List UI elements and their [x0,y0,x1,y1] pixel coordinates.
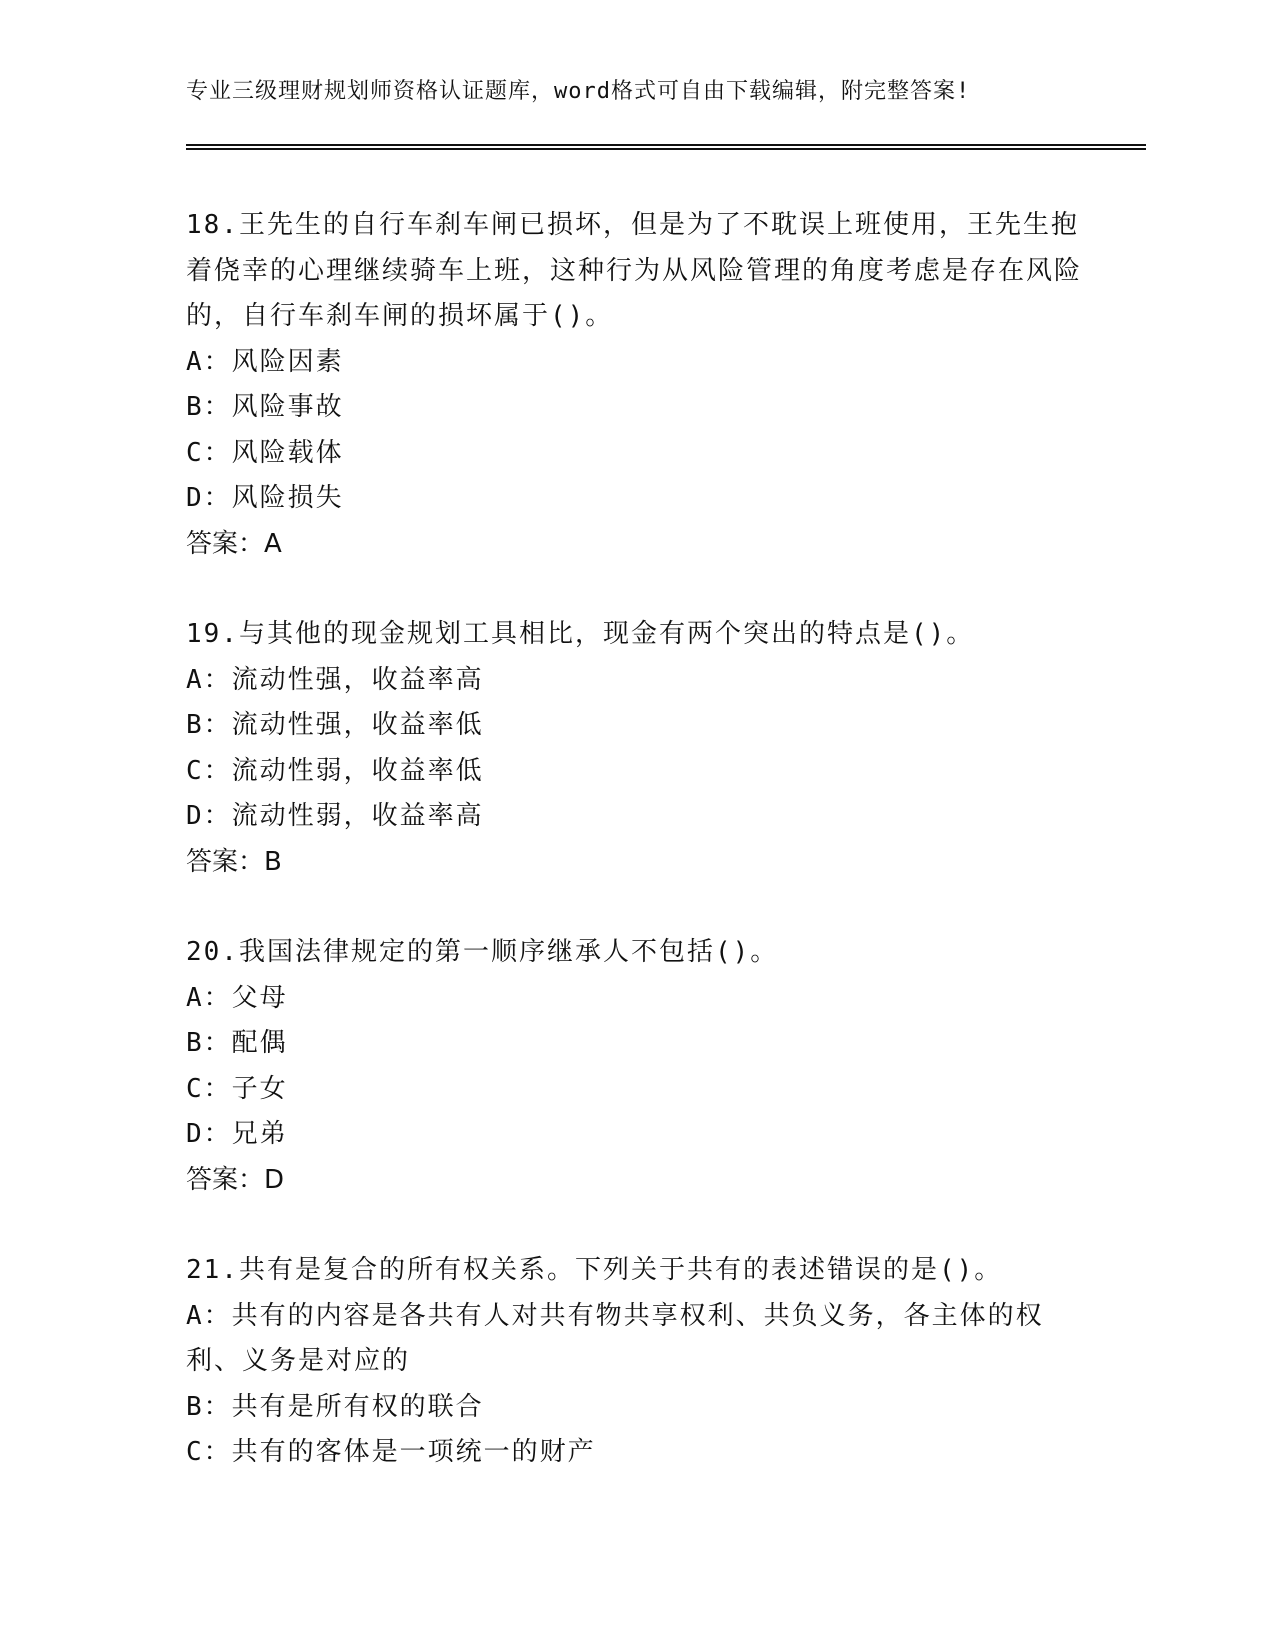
option-d: D：风险损失 [186,483,344,513]
option-c: C：子女 [186,1073,288,1104]
question-18 [186,203,1086,567]
option-d: D：流动性弱，收益率高 [186,801,484,831]
option-b: B：配偶 [186,1028,288,1058]
question-stem: 21.共有是复合的所有权关系。下列关于共有的表述错误的是()。 [186,1255,1003,1285]
option-a: A：共有的内容是各共有人对共有物共享权利、共负义务，各主体的权利、义务是对应的 [186,1300,1044,1376]
question-list [186,203,1086,1476]
option-b: B：共有是所有权的联合 [186,1391,484,1422]
question-stem: 20.我国法律规定的第一顺序继承人不包括()。 [186,937,779,967]
header-divider-bottom [186,148,1146,150]
option-b: B：风险事故 [186,392,344,422]
option-b: B：流动性强，收益率低 [186,710,484,740]
option-a: A：父母 [186,982,288,1013]
page-header-title: 专业三级理财规划师资格认证题库，word格式可自由下载编辑，附完整答案! [186,79,971,104]
question-21 [186,1248,1086,1476]
answer-line: 答案：B [186,846,282,877]
option-c: C：风险载体 [186,437,344,468]
header-divider-top [186,144,1146,146]
option-a: A：风险因素 [186,346,344,377]
option-d: D：兄弟 [186,1119,288,1149]
option-a: A：流动性强，收益率高 [186,664,484,695]
answer-line: 答案：D [186,1164,285,1195]
option-c: C：流动性弱，收益率低 [186,755,484,786]
question-stem: 18.王先生的自行车刹车闸已损坏，但是为了不耽误上班使用，王先生抱着侥幸的心理继续骑车上班，这种行为从风险管理的角度考虑是存在风险的，自行车刹车闸的损坏属于()。 [186,210,1083,331]
question-19 [186,612,1086,885]
answer-line: 答案：A [186,528,282,559]
option-c: C：共有的客体是一项统一的财产 [186,1437,596,1467]
question-20 [186,930,1086,1203]
question-stem: 19.与其他的现金规划工具相比，现金有两个突出的特点是()。 [186,619,975,649]
